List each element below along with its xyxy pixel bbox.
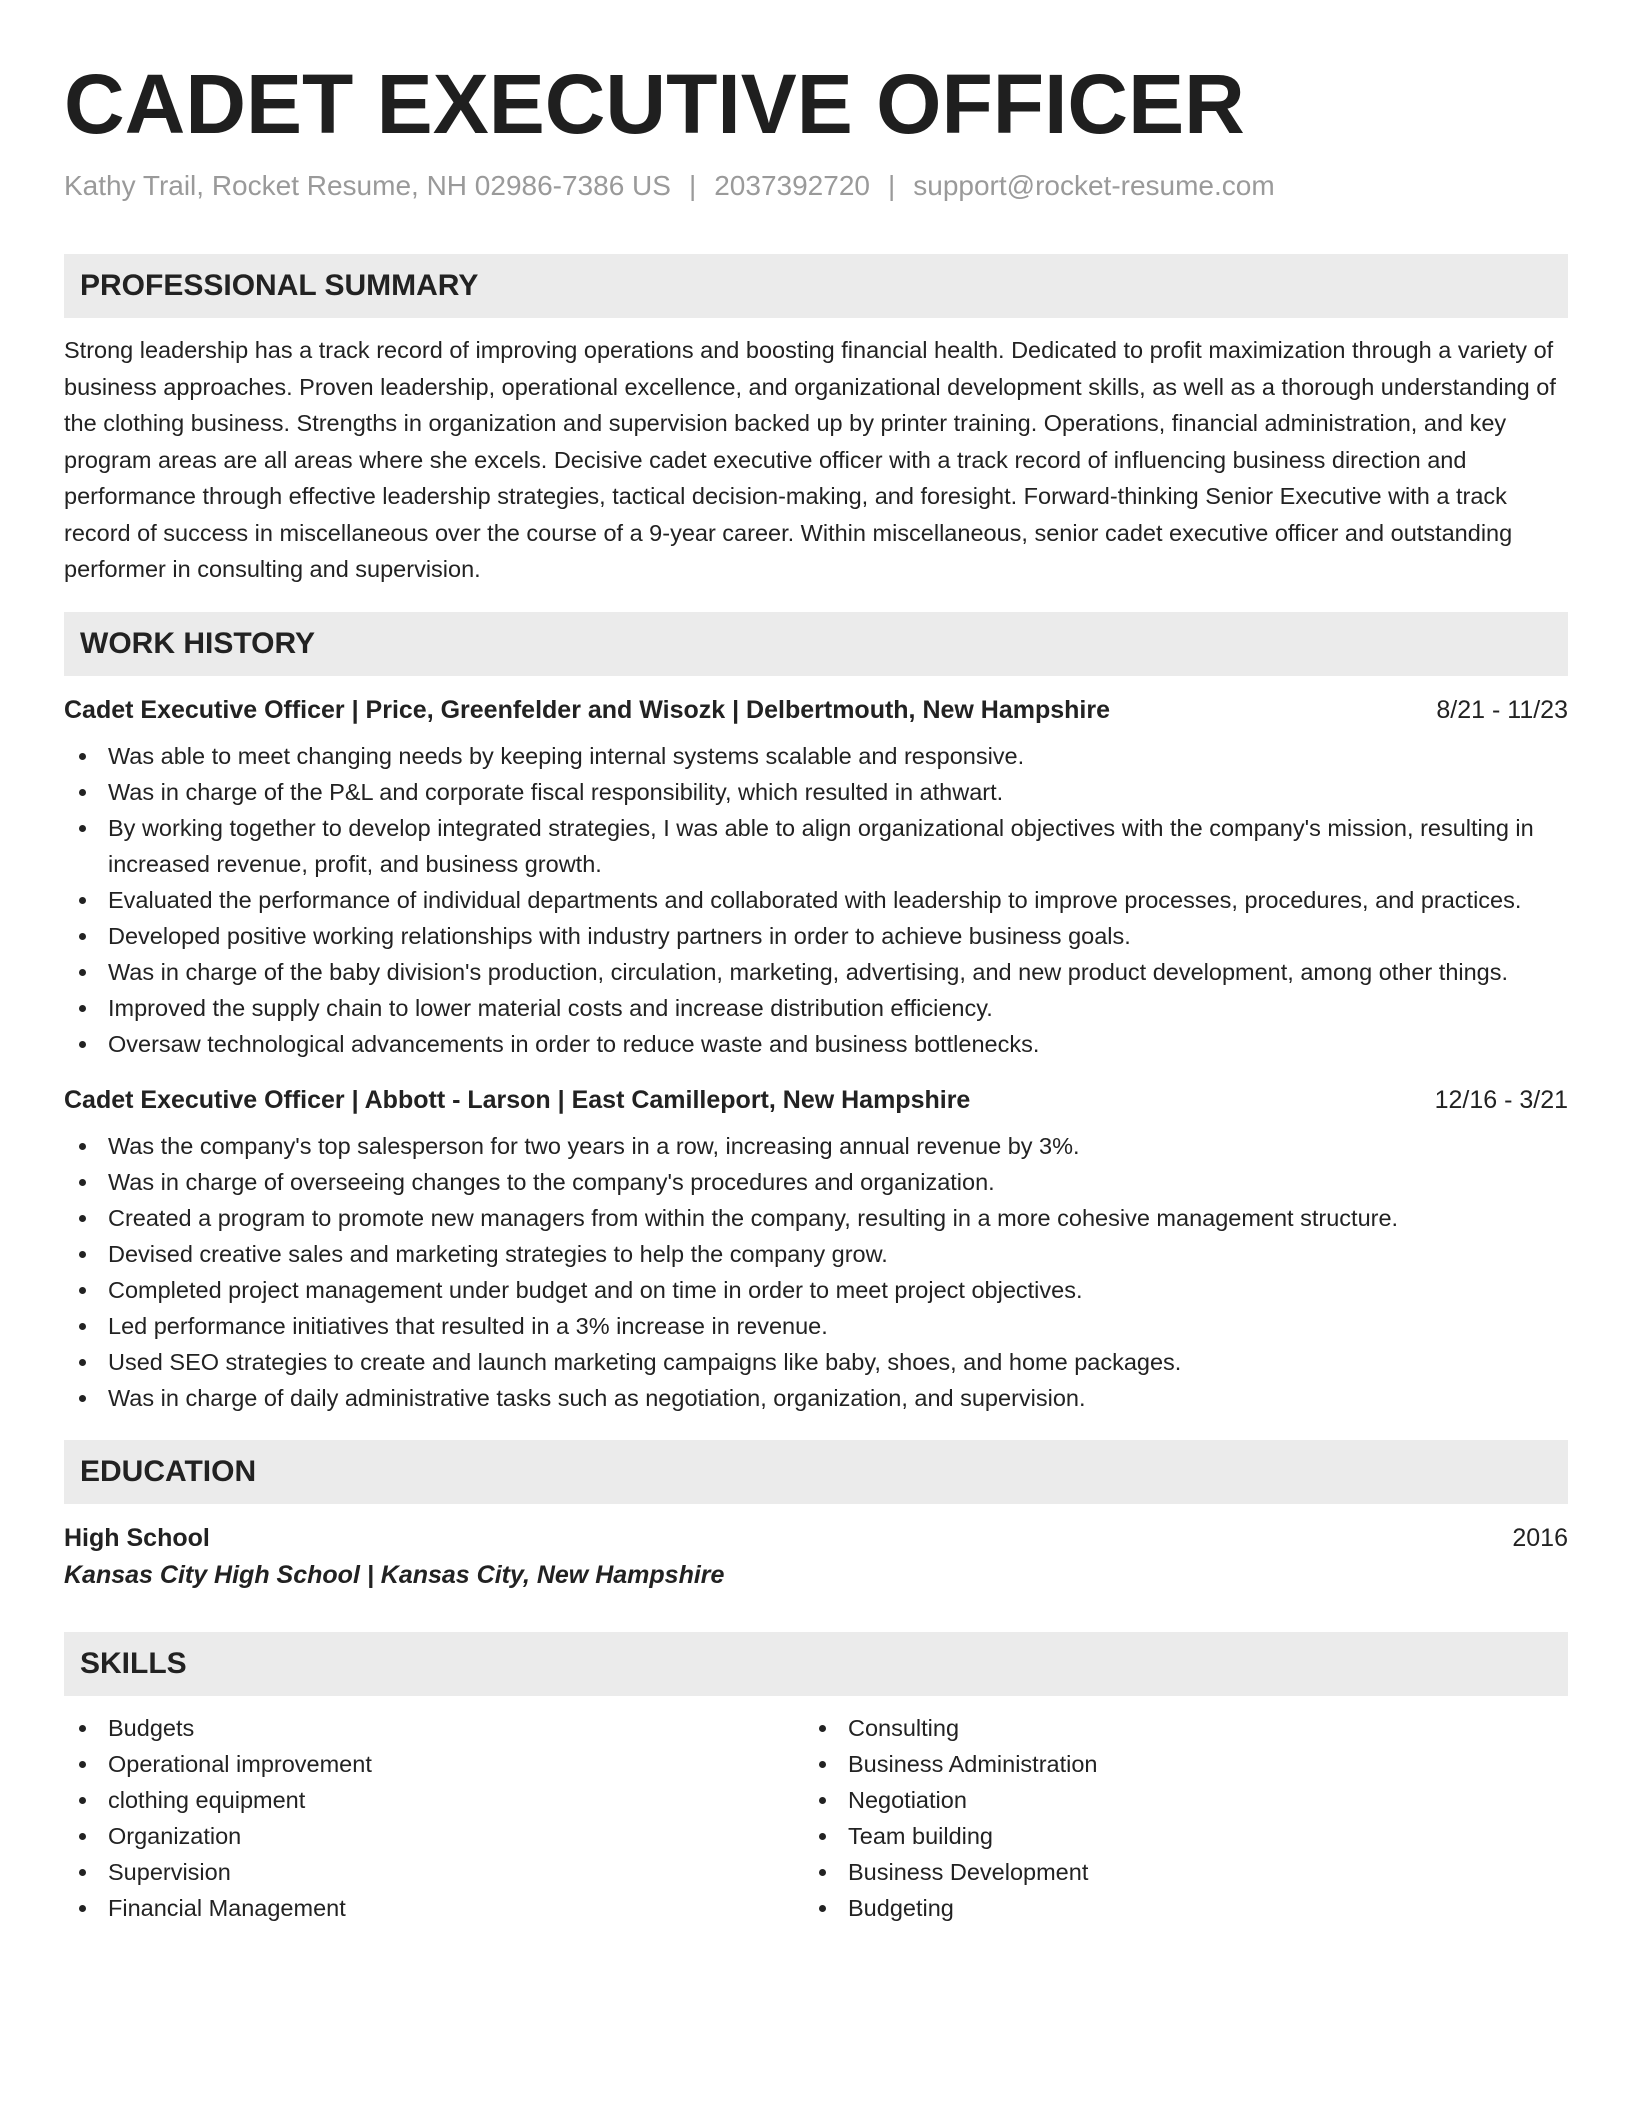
education-degree: High School	[64, 1523, 210, 1552]
contact-separator: |	[887, 170, 896, 201]
job-title: Cadet Executive Officer | Abbott - Larson | East Camilleport, New Hampshire	[64, 1085, 971, 1114]
job-entry	[64, 1082, 1568, 1416]
job-bullet: Completed project management under budget and on time in order to meet project objectives.	[64, 1272, 1568, 1308]
job-bullet: Was in charge of overseeing changes to the company's procedures and organization.	[64, 1164, 1568, 1200]
section-header-skills: SKILLS	[64, 1632, 1568, 1696]
job-bullet-list	[64, 1128, 1568, 1416]
summary-text: Strong leadership has a track record of improving operations and boosting financial health. Dedicated to profit maximization through a variety of business approaches. Proven leadership, operational excellence, and organizational development skills, as well as a thorough understanding of the clothing business. Strengths in organization and supervision backed up by printer training. Operations, financial administration, and key program areas are all areas where she excels. Decisive cadet executive officer with a track record of influencing business direction and performance through effective leadership strategies, tactical decision-making, and foresight. Forward-thinking Senior Executive with a track record of success in miscellaneous over the course of a 9-year career. Within miscellaneous, senior cadet executive officer and outstanding performer in consulting and supervision.	[64, 337, 1556, 582]
resume-title: CADET EXECUTIVE OFFICER	[64, 57, 1245, 151]
job-bullet: Oversaw technological advancements in order to reduce waste and business bottlenecks.	[64, 1026, 1568, 1062]
contact-address: Kathy Trail, Rocket Resume, NH 02986-7386 US	[64, 170, 671, 201]
job-bullet: Led performance initiatives that resulted in a 3% increase in revenue.	[64, 1308, 1568, 1344]
job-title: Cadet Executive Officer | Price, Greenfelder and Wisozk | Delbertmouth, New Hampshire	[64, 695, 1111, 724]
job-bullet: Developed positive working relationships with industry partners in order to achieve business goals.	[64, 918, 1568, 954]
job-bullet: Improved the supply chain to lower material costs and increase distribution efficiency.	[64, 990, 1568, 1026]
job-bullet: Devised creative sales and marketing strategies to help the company grow.	[64, 1236, 1568, 1272]
skill-item: Organization	[64, 1818, 804, 1854]
contact-email: support@rocket-resume.com	[913, 170, 1275, 201]
job-bullet-list	[64, 738, 1568, 1062]
skill-item: clothing equipment	[64, 1782, 804, 1818]
skill-item: Business Development	[804, 1854, 1544, 1890]
job-dates: 12/16 - 3/21	[1434, 1085, 1568, 1114]
skills-list-right	[804, 1710, 1544, 1926]
job-header	[64, 692, 1568, 728]
job-bullet: Was in charge of the P&L and corporate fiscal responsibility, which resulted in athwart.	[64, 774, 1568, 810]
job-bullet: Was in charge of daily administrative tasks such as negotiation, organization, and supervision.	[64, 1380, 1568, 1416]
skill-item: Supervision	[64, 1854, 804, 1890]
education-header	[64, 1520, 1568, 1556]
education-year: 2016	[1512, 1523, 1568, 1552]
section-header-work-history: WORK HISTORY	[64, 612, 1568, 676]
skill-item: Budgets	[64, 1710, 804, 1746]
section-header-education: EDUCATION	[64, 1440, 1568, 1504]
contact-separator: |	[688, 170, 697, 201]
skills-list-left	[64, 1710, 804, 1926]
job-bullet: By working together to develop integrated strategies, I was able to align organizational objectives with the company's mission, resulting in increased revenue, profit, and business growth.	[64, 810, 1568, 882]
skill-item: Consulting	[804, 1710, 1544, 1746]
section-header-summary: PROFESSIONAL SUMMARY	[64, 254, 1568, 318]
job-header	[64, 1082, 1568, 1118]
job-entry	[64, 692, 1568, 1062]
job-bullet: Created a program to promote new managers from within the company, resulting in a more cohesive management structure.	[64, 1200, 1568, 1236]
job-dates: 8/21 - 11/23	[1436, 695, 1568, 724]
skill-item: Business Administration	[804, 1746, 1544, 1782]
job-bullet: Was able to meet changing needs by keeping internal systems scalable and responsive.	[64, 738, 1568, 774]
education-school: Kansas City High School | Kansas City, New Hampshire	[64, 1560, 725, 1589]
skill-item: Budgeting	[804, 1890, 1544, 1926]
contact-phone: 2037392720	[714, 170, 870, 201]
skill-item: Team building	[804, 1818, 1544, 1854]
skill-item: Operational improvement	[64, 1746, 804, 1782]
job-bullet: Was in charge of the baby division's production, circulation, marketing, advertising, and new product development, among other things.	[64, 954, 1568, 990]
skill-item: Negotiation	[804, 1782, 1544, 1818]
skill-item: Financial Management	[64, 1890, 804, 1926]
job-bullet: Was the company's top salesperson for two years in a row, increasing annual revenue by 3%.	[64, 1128, 1568, 1164]
job-bullet: Evaluated the performance of individual departments and collaborated with leadership to improve processes, procedures, and practices.	[64, 882, 1568, 918]
skills-columns	[64, 1704, 1568, 1926]
contact-line	[64, 166, 1568, 206]
job-bullet: Used SEO strategies to create and launch marketing campaigns like baby, shoes, and home packages.	[64, 1344, 1568, 1380]
